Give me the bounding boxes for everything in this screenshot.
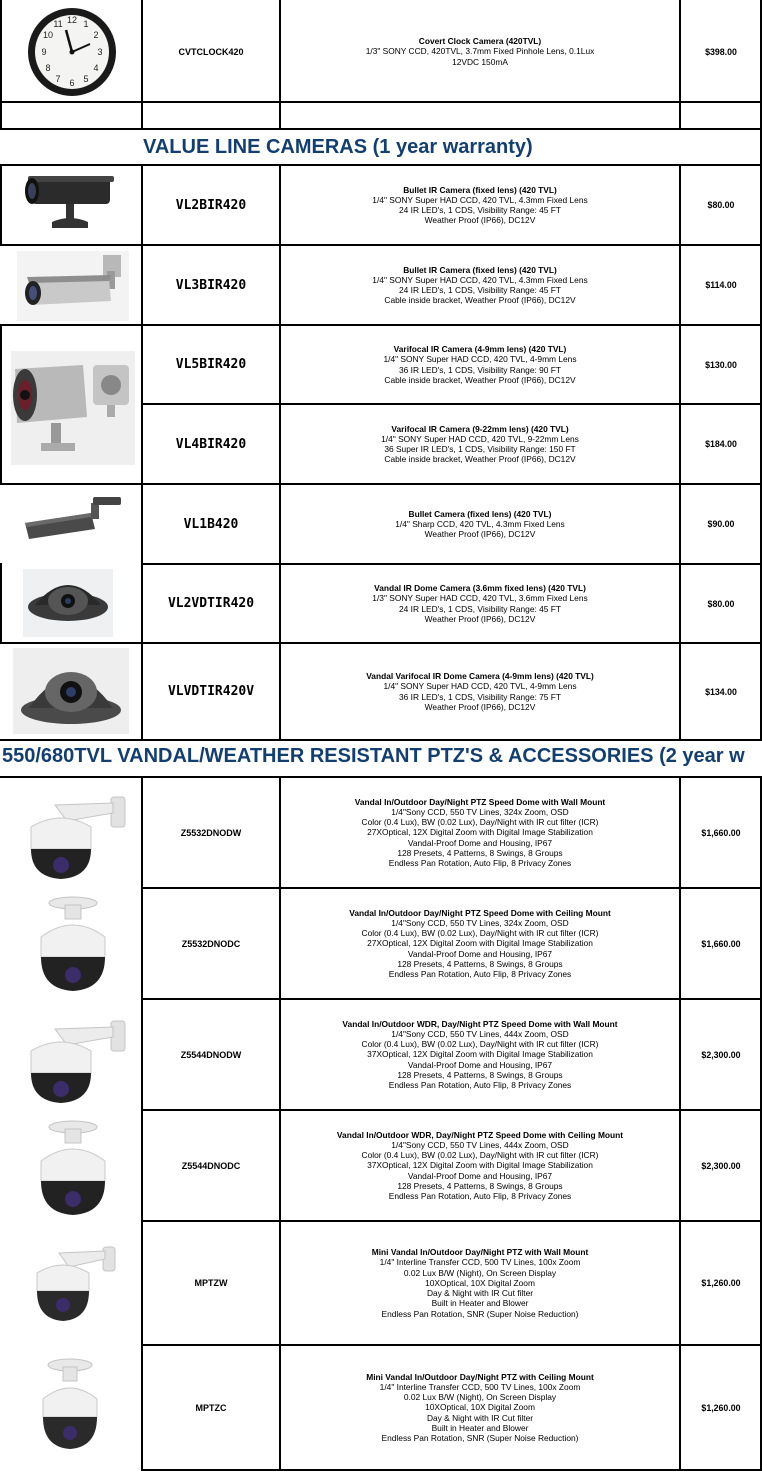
table-border: [141, 1344, 762, 1346]
model-number: VL2BIR420: [175, 197, 247, 213]
spec-line: 24 IR LED's, 1 CDS, Visibility Range: 45 FT: [398, 603, 562, 614]
price: $1,260.00: [701, 1278, 741, 1288]
price-cell: [681, 326, 761, 403]
price-cell: [681, 889, 761, 998]
model-cell: [143, 326, 279, 403]
model-number: Z5544DNODW: [180, 1049, 242, 1060]
table-border: [141, 0, 143, 128]
model-number: Z5544DNODC: [181, 1160, 241, 1171]
price: $1,260.00: [701, 1402, 741, 1413]
product-title: Bullet IR Camera (fixed lens) (420 TVL): [403, 264, 557, 275]
product-image-ir-dome-camera: [22, 568, 114, 638]
spec-line: 128 Presets, 4 Patterns, 8 Swings, 8 Groups: [397, 958, 563, 969]
svg-text:4: 4: [92, 62, 99, 73]
spec-line: Weather Proof (IP66), DC12V: [424, 701, 536, 712]
ptz-wall-mount-icon: [15, 1011, 131, 1107]
price-cell: [681, 1111, 761, 1220]
spec-line: 24 IR LED's, 1 CDS, Visibility Range: 45 FT: [398, 205, 562, 215]
spec-line: Cable inside bracket, Weather Proof (IP66), DC12V: [384, 374, 576, 385]
spec-line: 36 IR LED's, 1 CDS, Visibility Range: 75 FT: [398, 691, 562, 702]
spec-line: Endless Pan Rotation, SNR (Super Noise Reduction): [381, 1308, 579, 1319]
spec-line: 1/4"Sony CCD, 550 TV Lines, 324x Zoom, OSD: [391, 806, 569, 817]
product-title: Mini Vandal In/Outdoor Day/Night PTZ with Wall Mount: [371, 1247, 589, 1258]
product-image-varifocal-ir-camera: [10, 350, 136, 466]
table-border: [141, 998, 762, 1000]
svg-text:3: 3: [96, 46, 103, 57]
spec-line: Endless Pan Rotation, Auto Flip, 8 Privacy Zones: [388, 969, 572, 979]
description-cell: [281, 889, 679, 998]
product-title: Bullet Camera (fixed lens) (420 TVL): [408, 508, 552, 519]
svg-text:11: 11: [52, 18, 63, 29]
spec-line: Built in Heater and Blower: [431, 1298, 529, 1309]
price-cell: [681, 166, 761, 244]
product-image-wall-clock-camera: [4, 3, 139, 100]
spec-line: 0.02 Lux B/W (Night), On Screen Display: [403, 1267, 557, 1278]
product-title: Covert Clock Camera (420TVL): [418, 36, 542, 47]
svg-text:12: 12: [66, 14, 77, 25]
spec-line: Day & Night with IR Cut filter: [426, 1288, 534, 1299]
table-border: [141, 164, 143, 739]
product-image-ptz-wall-mount: [14, 786, 132, 884]
spec-line: 1/4"Sony CCD, 550 TV Lines, 324x Zoom, OSD: [391, 917, 569, 928]
price: $80.00: [707, 598, 735, 609]
product-image-ptz-ceiling-mount: [28, 1118, 118, 1218]
table-border: [0, 164, 762, 166]
price: $114.00: [705, 280, 737, 290]
spec-line: 1/4" SONY Super HAD CCD, 420 TVL, 4.3mm Fixed Lens: [372, 274, 588, 285]
description-cell: [281, 1000, 679, 1109]
model-cell: [143, 166, 279, 244]
model-cell: [143, 2, 279, 101]
table-border: [141, 563, 762, 565]
spec-line: Vandal-Proof Dome and Housing, IP67: [407, 837, 553, 848]
model-number: MPTZC: [195, 1402, 227, 1413]
spec-line: 128 Presets, 4 Patterns, 8 Swings, 8 Groups: [397, 1180, 563, 1191]
svg-text:9: 9: [40, 46, 47, 57]
mini-ptz-ceiling-mount-icon: [35, 1357, 105, 1451]
spec-line: 1/4" Interline Transfer CCD, 500 TV Lines, 100x Zoom: [379, 1257, 581, 1268]
spec-line: 1/4" SONY Super HAD CCD, 420 TVL, 4-9mm Lens: [383, 354, 577, 365]
product-image-bullet-ir-camera: [10, 168, 135, 243]
model-cell: [143, 1000, 279, 1109]
ptz-heading: 550/680TVL VANDAL/WEATHER RESISTANT PTZ'S & ACCESSORIES (2 year w: [2, 745, 745, 767]
product-image-ptz-wall-mount: [14, 1010, 132, 1108]
product-title: Vandal In/Outdoor Day/Night PTZ Speed Dome with Wall Mount: [354, 796, 606, 807]
description-cell: [281, 644, 679, 739]
table-border: [141, 1109, 762, 1111]
ptz-wall-mount-icon: [15, 787, 131, 883]
ir-dome-camera-icon: [23, 569, 113, 637]
spec-line: Weather Proof (IP66), DC12V: [424, 613, 536, 624]
model-cell: [143, 1346, 279, 1469]
model-cell: [143, 889, 279, 998]
model-number: VL3BIR420: [175, 277, 247, 293]
spec-line: 37XOptical, 12X Digital Zoom with Digital Image Stabilization: [367, 1049, 593, 1060]
model-cell: [143, 246, 279, 324]
spec-line: 1/4" SONY Super HAD CCD, 420 TVL, 9-22mm Lens: [381, 433, 579, 444]
product-title: Bullet IR Camera (fixed lens) (420 TVL): [403, 184, 557, 195]
spec-line: Endless Pan Rotation, Auto Flip, 8 Privacy Zones: [388, 1080, 572, 1090]
bullet-bracket-camera-icon: [17, 251, 129, 321]
description-cell: [281, 405, 679, 483]
table-border: [0, 739, 762, 741]
varifocal-dome-camera-icon: [13, 648, 129, 734]
spec-line: 27XOptical, 12X Digital Zoom with Digital Image Stabilization: [367, 827, 593, 838]
model-cell: [143, 1222, 279, 1344]
table-border: [0, 563, 2, 642]
product-title: Varifocal IR Camera (9-22mm lens) (420 TVL): [391, 423, 569, 434]
table-border: [0, 642, 762, 644]
table-border: [0, 101, 762, 103]
spec-line: Endless Pan Rotation, Auto Flip, 8 Privacy Zones: [388, 858, 572, 868]
spec-line: 10XOptical, 10X Digital Zoom: [425, 1402, 535, 1413]
model-number: Z5532DNODC: [181, 938, 241, 949]
model-cell: [143, 405, 279, 483]
model-number: VLVDTIR420V: [167, 684, 255, 699]
product-title: Vandal In/Outdoor Day/Night PTZ Speed Dome with Ceiling Mount: [349, 907, 611, 918]
table-border: [679, 776, 681, 1471]
price: $130.00: [705, 359, 737, 370]
product-title: Varifocal IR Camera (4-9mm lens) (420 TVL): [393, 344, 567, 355]
table-border: [0, 324, 2, 483]
spec-line: Cable inside bracket, Weather Proof (IP66), DC12V: [384, 454, 576, 465]
price-cell: [681, 405, 761, 483]
spec-line: Weather Proof (IP66), DC12V: [424, 529, 536, 540]
description-cell: [281, 485, 679, 563]
table-border: [0, 244, 762, 246]
spec-line: 1/4" SONY Super HAD CCD, 420 TVL, 4-9mm Lens: [383, 681, 577, 692]
spec-line: 1/3" SONY CCD, 420TVL, 3.7mm Fixed Pinhole Lens, 0.1Lux: [365, 46, 595, 57]
product-image-mini-ptz-wall-mount: [24, 1240, 120, 1324]
spec-line: Endless Pan Rotation, SNR (Super Noise Reduction): [381, 1433, 579, 1443]
price-cell: [681, 565, 761, 642]
table-border: [679, 164, 681, 739]
model-number: MPTZW: [194, 1278, 228, 1288]
description-cell: [281, 166, 679, 244]
spec-line: 37XOptical, 12X Digital Zoom with Digital Image Stabilization: [367, 1160, 593, 1171]
product-title: Vandal In/Outdoor WDR, Day/Night PTZ Speed Dome with Wall Mount: [342, 1018, 618, 1029]
ptz-ceiling-mount-icon: [29, 1119, 117, 1217]
table-border: [279, 0, 281, 128]
spec-line: Weather Proof (IP66), DC12V: [424, 215, 536, 226]
description-cell: [281, 2, 679, 101]
bullet-camera-icon: [18, 170, 128, 242]
description-cell: [281, 1346, 679, 1469]
price: $2,300.00: [701, 1049, 741, 1060]
table-border: [679, 0, 681, 128]
product-title: Mini Vandal In/Outdoor Day/Night PTZ with Ceiling Mount: [366, 1371, 594, 1382]
spec-line: Color (0.4 Lux), BW (0.02 Lux), Day/Night with IR cut filter (ICR): [361, 1150, 599, 1161]
product-title: Vandal Varifocal IR Dome Camera (4-9mm lens) (420 TVL): [366, 671, 594, 682]
price-cell: [681, 1346, 761, 1469]
model-cell: [143, 644, 279, 739]
table-border: [0, 128, 762, 130]
bullet-camera-icon: [21, 495, 125, 543]
price: $80.00: [707, 200, 735, 210]
table-border: [279, 776, 281, 1471]
product-title: Vandal IR Dome Camera (3.6mm fixed lens) (420 TVL): [374, 583, 586, 594]
mini-ptz-wall-mount-icon: [25, 1241, 119, 1323]
svg-text:7: 7: [54, 73, 61, 84]
product-image-ptz-ceiling-mount: [28, 894, 118, 994]
model-cell: [143, 485, 279, 563]
spec-line: Vandal-Proof Dome and Housing, IP67: [407, 1059, 553, 1070]
model-number: VL4BIR420: [175, 436, 247, 452]
description-cell: [281, 326, 679, 403]
table-border: [0, 0, 2, 128]
description-cell: [281, 778, 679, 887]
description-cell: [281, 1222, 679, 1344]
spec-line: Vandal-Proof Dome and Housing, IP67: [407, 1170, 553, 1181]
svg-text:6: 6: [68, 77, 75, 88]
table-border: [0, 164, 2, 244]
table-border: [279, 164, 281, 739]
svg-text:1: 1: [82, 18, 89, 29]
svg-text:8: 8: [44, 62, 51, 73]
table-border: [141, 403, 762, 405]
price-cell: [681, 2, 761, 101]
spec-line: 36 IR LED's, 1 CDS, Visibility Range: 90 FT: [398, 364, 562, 375]
spec-line: Color (0.4 Lux), BW (0.02 Lux), Day/Night with IR cut filter (ICR): [361, 817, 599, 828]
wall-clock-camera-icon: [26, 6, 118, 98]
spec-line: 1/4"Sony CCD, 550 TV Lines, 444x Zoom, OSD: [391, 1139, 569, 1150]
price-cell: [681, 778, 761, 887]
spec-line: 12VDC 150mA: [452, 56, 508, 67]
description-cell: [281, 246, 679, 324]
spec-line: 128 Presets, 4 Patterns, 8 Swings, 8 Groups: [397, 847, 563, 858]
product-image-bullet-camera: [20, 494, 125, 544]
varifocal-ir-camera-icon: [11, 351, 135, 465]
model-number: VL5BIR420: [175, 357, 247, 372]
spec-line: Color (0.4 Lux), BW (0.02 Lux), Day/Night with IR cut filter (ICR): [361, 1039, 599, 1050]
table-border: [141, 776, 143, 1471]
price-cell: [681, 485, 761, 563]
price-cell: [681, 1000, 761, 1109]
product-image-bullet-bracket-camera: [16, 250, 130, 322]
value-line-heading: VALUE LINE CAMERAS (1 year warranty): [143, 136, 533, 158]
product-image-varifocal-dome-camera: [12, 647, 130, 735]
price: $1,660.00: [701, 827, 741, 838]
spec-line: Built in Heater and Blower: [431, 1422, 529, 1433]
description-cell: [281, 1111, 679, 1220]
product-image-mini-ptz-ceiling-mount: [34, 1356, 106, 1452]
spec-line: 36 Super IR LED's, 1 CDS, Visibility Range: 150 FT: [384, 444, 576, 454]
product-title: Vandal In/Outdoor WDR, Day/Night PTZ Speed Dome with Ceiling Mount: [336, 1129, 624, 1140]
model-number: Z5532DNODW: [180, 827, 242, 838]
spec-line: Color (0.4 Lux), BW (0.02 Lux), Day/Night with IR cut filter (ICR): [361, 928, 599, 939]
ptz-ceiling-mount-icon: [29, 895, 117, 993]
table-border: [0, 776, 762, 778]
price-cell: [681, 1222, 761, 1344]
table-border: [0, 483, 762, 485]
spec-line: Vandal-Proof Dome and Housing, IP67: [407, 948, 553, 959]
table-border: [141, 1469, 762, 1471]
price: $184.00: [705, 439, 737, 449]
spec-line: Cable inside bracket, Weather Proof (IP66), DC12V: [384, 295, 576, 306]
table-border: [0, 324, 762, 326]
model-number: VL1B420: [183, 516, 239, 532]
spec-line: 10XOptical, 10X Digital Zoom: [425, 1277, 535, 1288]
spec-line: 1/4" Interline Transfer CCD, 500 TV Lines, 100x Zoom: [379, 1381, 581, 1392]
spec-line: Endless Pan Rotation, Auto Flip, 8 Privacy Zones: [388, 1191, 572, 1201]
model-number: VL2VDTIR420: [167, 596, 255, 611]
price: $1,660.00: [701, 938, 741, 949]
spec-line: 1/3" SONY Super HAD CCD, 420 TVL, 3.6mm Fixed Lens: [372, 593, 588, 604]
price: $134.00: [705, 686, 737, 697]
spec-line: 1/4" SONY Super HAD CCD, 420 TVL, 4.3mm Fixed Lens: [372, 194, 588, 205]
table-border: [141, 1220, 762, 1222]
spec-line: 128 Presets, 4 Patterns, 8 Swings, 8 Groups: [397, 1069, 563, 1080]
description-cell: [281, 565, 679, 642]
price: $2,300.00: [701, 1160, 741, 1171]
model-cell: [143, 1111, 279, 1220]
spec-line: 24 IR LED's, 1 CDS, Visibility Range: 45 FT: [398, 285, 562, 295]
table-border: [141, 887, 762, 889]
spec-line: 27XOptical, 12X Digital Zoom with Digital Image Stabilization: [367, 938, 593, 949]
spec-line: 1/4" Sharp CCD, 420 TVL, 4.3mm Fixed Lens: [395, 518, 565, 529]
spec-line: Day & Night with IR Cut filter: [426, 1412, 534, 1423]
price-cell: [681, 246, 761, 324]
svg-text:2: 2: [92, 29, 99, 40]
model-cell: [143, 565, 279, 642]
price-cell: [681, 644, 761, 739]
model-cell: [143, 778, 279, 887]
svg-text:10: 10: [42, 29, 53, 40]
price: $90.00: [707, 519, 735, 529]
spec-line: 1/4"Sony CCD, 550 TV Lines, 444x Zoom, OSD: [391, 1028, 569, 1039]
model-number: CVTCLOCK420: [178, 46, 244, 57]
spec-line: 0.02 Lux B/W (Night), On Screen Display: [403, 1392, 557, 1403]
price: $398.00: [705, 46, 737, 57]
svg-text:5: 5: [82, 73, 89, 84]
